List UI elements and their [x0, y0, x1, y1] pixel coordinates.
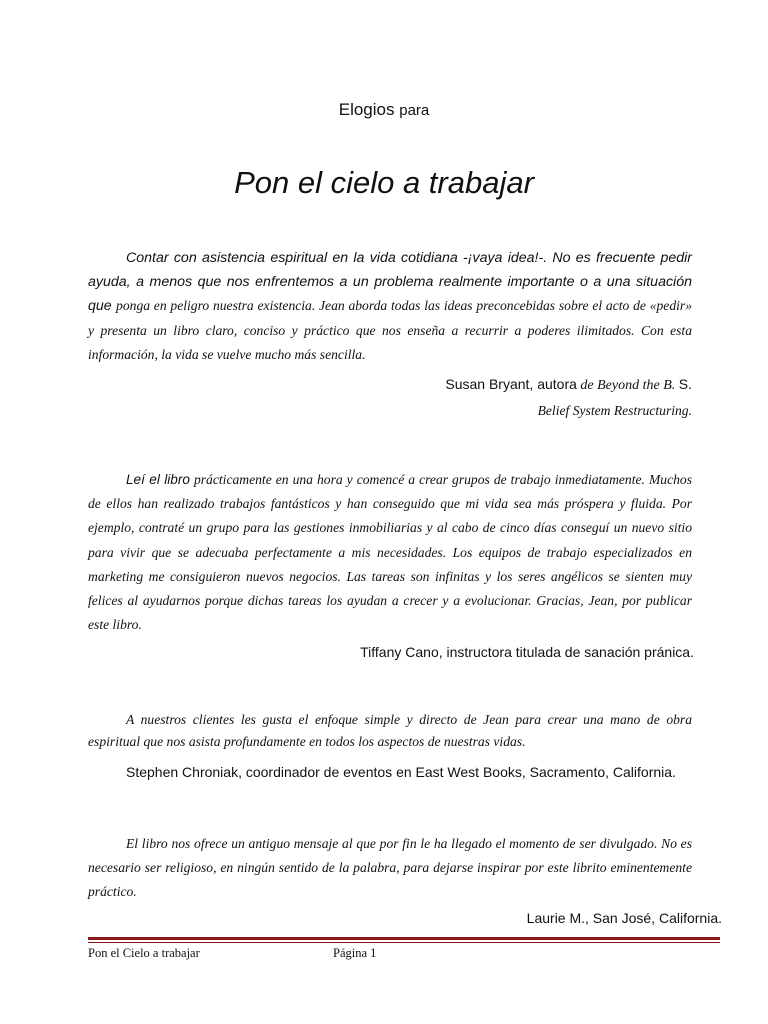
testimonial-1 — [88, 246, 692, 367]
footer-rule-thin — [88, 942, 720, 943]
testimonial-3-attribution: Stephen Chroniak, coordinador de eventos en East West Books, Sacramento, California. — [126, 764, 676, 780]
testimonial-4-text: El libro nos ofrece un antiguo mensaje al que por fin le ha llegado el momento de ser divulgado. No es necesario ser religioso, en ningún sentido de la palabra, para dejarse inspirar por este librito eminentemente práctico. — [88, 836, 692, 899]
heading-elogios — [0, 100, 768, 120]
attribution-1-italic: de Beyond the B. — [580, 378, 676, 393]
testimonial-1-lead: Contar con asistencia espiritual en la vida cotidiana -¡vaya idea!-. No es frecuente pedir ayuda, a menos que nos enfrentemos a un problema realmente importante o a una situación que — [88, 250, 692, 315]
heading-bold-word: Elogios — [338, 100, 395, 119]
testimonial-1-attribution-line2: Belief System Restructuring. — [537, 403, 692, 418]
footer-page-number: Página 1 — [333, 946, 377, 960]
testimonial-4-attribution: Laurie M., San José, California. — [526, 910, 722, 926]
testimonial-2-rest: prácticamente en una hora y comencé a crear grupos de trabajo inmediatamente. Muchos de ellos han realizado trabajos fantásticos y han conseguido que mi vida sea más próspera y fluida. Por ejemplo, contraté un grupo para las gestiones inmobiliarias y al cabo de cinco días conseguí un nuevo sitio para vivir que se adecuaba perfectamente a mis necesidades. Los equipos de trabajo especializados en marketing me consiguieron nuevos negocios. Las tareas son infinitas y los seres angélicos se sienten muy felices al ayudarnos porque dichas tareas los ayudan a crecer y a evolucionar. Gracias, Jean, por publicar este libro. — [88, 472, 692, 633]
testimonial-2-attribution: Tiffany Cano, instructora titulada de sanación pránica. — [360, 644, 694, 660]
footer-book-title: Pon el Cielo a trabajar — [88, 946, 200, 960]
attribution-1-prefix: Susan Bryant, autora — [445, 376, 577, 392]
testimonial-2 — [88, 468, 692, 637]
testimonial-4 — [88, 832, 692, 904]
attribution-1-suffix: S. — [678, 376, 692, 392]
heading-small-word: para — [399, 102, 430, 119]
testimonial-2-lead: Leí el libro — [126, 472, 190, 487]
testimonial-1-attribution — [445, 376, 692, 394]
testimonial-1-rest: ponga en peligro nuestra existencia. Jean aborda todas las ideas preconcebidas sobre el acto de «pedir» y presenta un libro claro, conciso y práctico que nos enseña a recurrir a poderes ilimitados. Con esta información, la vida se vuelve mucho más sencilla. — [88, 298, 692, 362]
footer-rule-thick — [88, 937, 720, 940]
book-title: Pon el cielo a trabajar — [234, 165, 534, 200]
testimonial-3-text: A nuestros clientes les gusta el enfoque simple y directo de Jean para crear una mano de obra espiritual que nos asista profundamente en todos los aspectos de nuestras vidas. — [88, 712, 692, 749]
testimonial-3 — [88, 709, 692, 753]
